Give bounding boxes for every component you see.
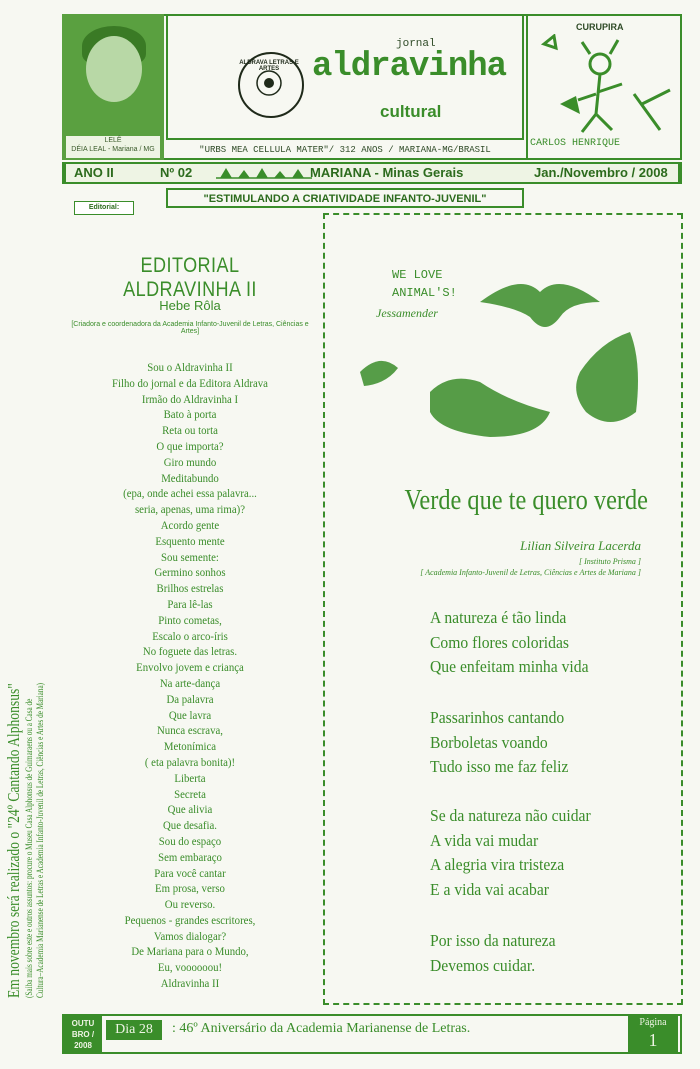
footer-day: Dia 28 xyxy=(106,1020,162,1040)
stanza-line: Tudo isso me faz feliz xyxy=(430,757,569,776)
poem-line: Metonímica xyxy=(163,739,217,754)
poem-line: Aldravinha II xyxy=(160,976,220,991)
editorial-author: Hebe Rôla xyxy=(159,298,221,313)
page-number: 1 xyxy=(648,1030,658,1050)
footer-month-3: 2008 xyxy=(74,1041,92,1050)
poem-academy: [ Academia Infanto-Juvenil de Letras, Ciências e Artes de Mariana ] xyxy=(420,568,641,577)
poem-line: Que lavra xyxy=(168,707,212,722)
poem-line: Ou reverso. xyxy=(164,897,216,912)
stanza-3 xyxy=(430,804,651,902)
page-number-block xyxy=(628,1016,678,1052)
poem-line: Nunca escrava, xyxy=(157,723,223,738)
drawing-text-3: Jessamender xyxy=(376,306,438,320)
footer-month-2: BRO / xyxy=(71,1030,95,1039)
seal-text: ALDRAVA LETRAS E ARTES xyxy=(239,60,299,72)
poem-line: Da palavra xyxy=(166,691,214,706)
poem-line: Eu, voooooou! xyxy=(157,960,223,975)
stanza-line: A alegria vira tristeza xyxy=(430,855,565,874)
poem-title: Verde que te quero verde xyxy=(404,484,648,516)
curupira-label: CURUPIRA xyxy=(576,22,624,32)
stanza-line: E a vida vai acabar xyxy=(430,879,549,899)
poem-line: Que desafia. xyxy=(163,818,217,833)
year: ANO II xyxy=(74,165,114,180)
poem-line: Giro mundo xyxy=(163,454,217,469)
poem-line: Esquento mente xyxy=(155,533,225,548)
poem-line: Liberta xyxy=(174,770,206,785)
stanza-line: A vida vai mudar xyxy=(430,830,539,850)
stanza-line: Passarinhos cantando xyxy=(430,708,565,727)
lele-caption-name: LELÊ xyxy=(104,137,122,144)
side-note-line-2: Cultura–Academia Marianense de Letras e Academia Infanto-Juvenil de Letras, Ciências e Artes de Mariana) xyxy=(35,682,45,998)
journal-title: aldravinha xyxy=(312,48,507,86)
info-bar xyxy=(66,164,678,182)
stanza-4 xyxy=(430,929,651,978)
poem-line: Acordo gente xyxy=(160,517,220,532)
side-note xyxy=(4,578,64,998)
poem-institution: [ Instituto Prisma ] xyxy=(578,557,641,566)
poem-line: Pequenos - grandes escritores, xyxy=(124,912,256,927)
page-label: Página xyxy=(639,1017,667,1028)
curupira-credit: CARLOS HENRIQUE xyxy=(530,138,621,149)
poem-line: Envolvo jovem e criança xyxy=(136,660,244,675)
poem-line: Para você cantar xyxy=(154,865,226,880)
poem-line: Bato à porta xyxy=(163,407,217,422)
side-note-headline: Em novembro será realizado o "24º Cantando Alphonsus" xyxy=(4,683,23,998)
poem-line: De Mariana para o Mundo, xyxy=(131,944,249,959)
poem-author: Lilian Silveira Lacerda xyxy=(520,538,641,553)
poem-line: Secreta xyxy=(174,786,206,801)
poem-line: Na arte-dança xyxy=(159,675,221,690)
poem-line: Sou semente: xyxy=(161,549,219,564)
lele-caption-credit: DÉIA LEAL - Mariana / MG xyxy=(71,146,155,153)
poem-line: Brilhos estrelas xyxy=(156,581,224,596)
poem-line: Meditabundo xyxy=(161,470,219,485)
motto: "URBS MEA CELLULA MATER"/ 312 ANOS / MARIANA-MG/BRASIL xyxy=(199,145,491,155)
editorial-tag: Editorial: xyxy=(74,201,134,215)
editorial-author-note: [Criadora e coordenadora da Academia Infanto-Juvenil de Letras, Ciências e Artes] xyxy=(71,321,309,335)
poem-line: Em prosa, verso xyxy=(155,881,225,896)
drawing-text-2: ANIMAL'S! xyxy=(392,286,457,300)
curupira-drawing-icon xyxy=(530,34,678,138)
footer-text: : 46º Aniversário da Academia Marianense de Letras. xyxy=(172,1021,471,1036)
editorial-title: EDITORIAL ALDRAVINHA II xyxy=(123,254,257,301)
poem-line: Pinto cometas, xyxy=(158,612,222,627)
poem-line: O que importa? xyxy=(156,438,224,453)
footer-month-1: OUTU xyxy=(71,1019,95,1028)
footer-month-block xyxy=(64,1016,102,1052)
trees-icon xyxy=(216,166,312,180)
poem-line: Sou o Aldravinha II xyxy=(147,360,233,374)
poem-line: Reta ou torta xyxy=(162,423,218,438)
drawing-text-1: WE LOVE xyxy=(392,268,443,282)
issue-date: Jan./Novembro / 2008 xyxy=(534,165,668,180)
poem-line: Germino sonhos xyxy=(154,565,226,580)
slogan: "ESTIMULANDO A CRIATIVIDADE INFANTO-JUVENIL" xyxy=(166,188,524,208)
stanza-2 xyxy=(430,706,651,780)
stanza-line: Se da natureza não cuidar xyxy=(430,806,591,825)
poem-line: Sou do espaço xyxy=(158,833,222,848)
poem-line: (epa, onde achei essa palavra... xyxy=(123,486,257,501)
poem-line: Para lê-las xyxy=(167,596,213,611)
stanza-line: Que enfeitam minha vida xyxy=(430,657,589,676)
issue-number: Nº 02 xyxy=(160,165,193,180)
poem-line: Irmão do Aldravinha I xyxy=(141,391,239,406)
poem-line: No foguete das letras. xyxy=(142,644,238,659)
stanza-line: Devemos cuidar. xyxy=(430,955,536,975)
stanza-line: Borboletas voando xyxy=(430,732,548,752)
journal-subtitle: cultural xyxy=(380,102,442,121)
lele-face xyxy=(86,36,142,102)
poem-line: Sem embaraço xyxy=(158,849,222,864)
editorial-poem xyxy=(100,360,280,992)
poem-line: Escalo o arco-íris xyxy=(152,628,228,643)
stanza-1 xyxy=(430,606,651,680)
poem-line: Filho do jornal e da Editora Aldrava xyxy=(112,375,268,390)
lele-caption xyxy=(66,136,160,158)
poem-line: Que alivia xyxy=(167,802,213,817)
stanza-line: Como flores coloridas xyxy=(430,632,570,652)
poem-line: seria, apenas, uma rima)? xyxy=(134,502,246,517)
poem-line: ( eta palavra bonita)! xyxy=(144,754,236,769)
stanza-line: A natureza é tão linda xyxy=(430,608,567,627)
poem-line: Vamos dialogar? xyxy=(153,928,227,943)
side-note-line-1: (Saiba mais sobre este e outros assuntos: procure o Museu Casa Alphonsus de Guimaraens ou a Casa de xyxy=(24,698,34,998)
jornal-label: jornal xyxy=(396,38,436,50)
stanza-line: Por isso da natureza xyxy=(430,931,556,950)
place: MARIANA - Minas Gerais xyxy=(310,165,464,180)
